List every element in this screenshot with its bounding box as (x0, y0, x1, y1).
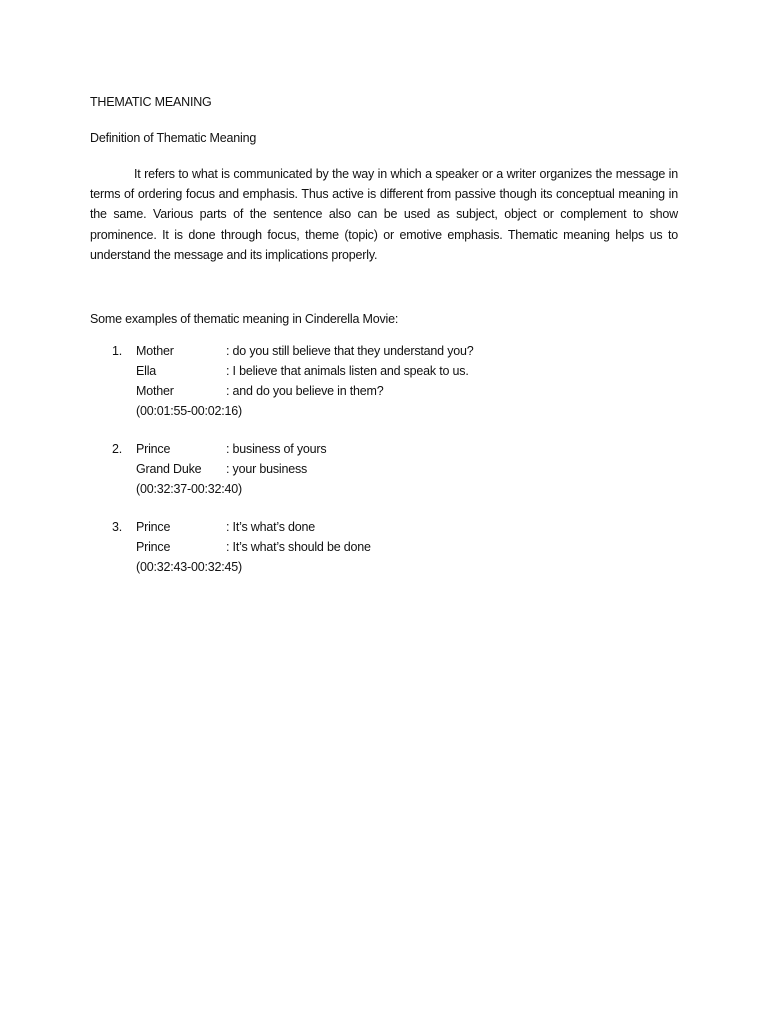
dialogue-line (136, 381, 678, 401)
dialogue-line (136, 439, 678, 459)
dialogue-line (136, 537, 678, 557)
speaker-name: Grand Duke (136, 462, 202, 477)
dialogue-text: : It’s what’s should be done (226, 540, 371, 555)
speaker-name: Mother (136, 384, 174, 399)
dialogue-line (136, 459, 678, 479)
examples-list (90, 341, 678, 577)
timestamp: (00:01:55-00:02:16) (136, 404, 243, 419)
examples-intro: Some examples of thematic meaning in Cinderella Movie: (90, 312, 399, 327)
dialogue-line (136, 517, 678, 537)
document-title: THEMATIC MEANING (90, 95, 212, 109)
dialogue-text: : I believe that animals listen and speak to us. (226, 364, 469, 379)
example-item (90, 517, 678, 577)
dialogue-text: : and do you believe in them? (226, 384, 384, 399)
dialogue-line (136, 361, 678, 381)
dialogue-text: : business of yours (226, 442, 327, 457)
dialogue-text: : do you still believe that they understand you? (226, 344, 474, 359)
example-item (90, 439, 678, 499)
dialogue-line (136, 341, 678, 361)
example-number: 2. (112, 442, 123, 457)
timestamp: (00:32:43-00:32:45) (136, 560, 243, 575)
definition-paragraph: It refers to what is communicated by the way in which a speaker or a writer organizes the message in terms of ordering focus and emphasis. Thus active is different from passive though its conceptual meaning in the same. Various parts of the sentence also can be used as subject, object or complement to show prominence. It is done through focus, theme (topic) or emotive emphasis. Thematic meaning helps us to understand the message and its implications properly. (90, 167, 678, 262)
section-heading: Definition of Thematic Meaning (90, 131, 257, 145)
speaker-name: Mother (136, 344, 174, 359)
speaker-name: Prince (136, 442, 171, 457)
document-page (90, 92, 678, 595)
dialogue-text: : It’s what’s done (226, 520, 316, 535)
dialogue-text: : your business (226, 462, 308, 477)
speaker-name: Prince (136, 540, 171, 555)
example-item (90, 341, 678, 421)
speaker-name: Prince (136, 520, 171, 535)
example-number: 1. (112, 344, 123, 359)
timestamp: (00:32:37-00:32:40) (136, 482, 243, 497)
speaker-name: Ella (136, 364, 157, 379)
example-number: 3. (112, 520, 123, 535)
